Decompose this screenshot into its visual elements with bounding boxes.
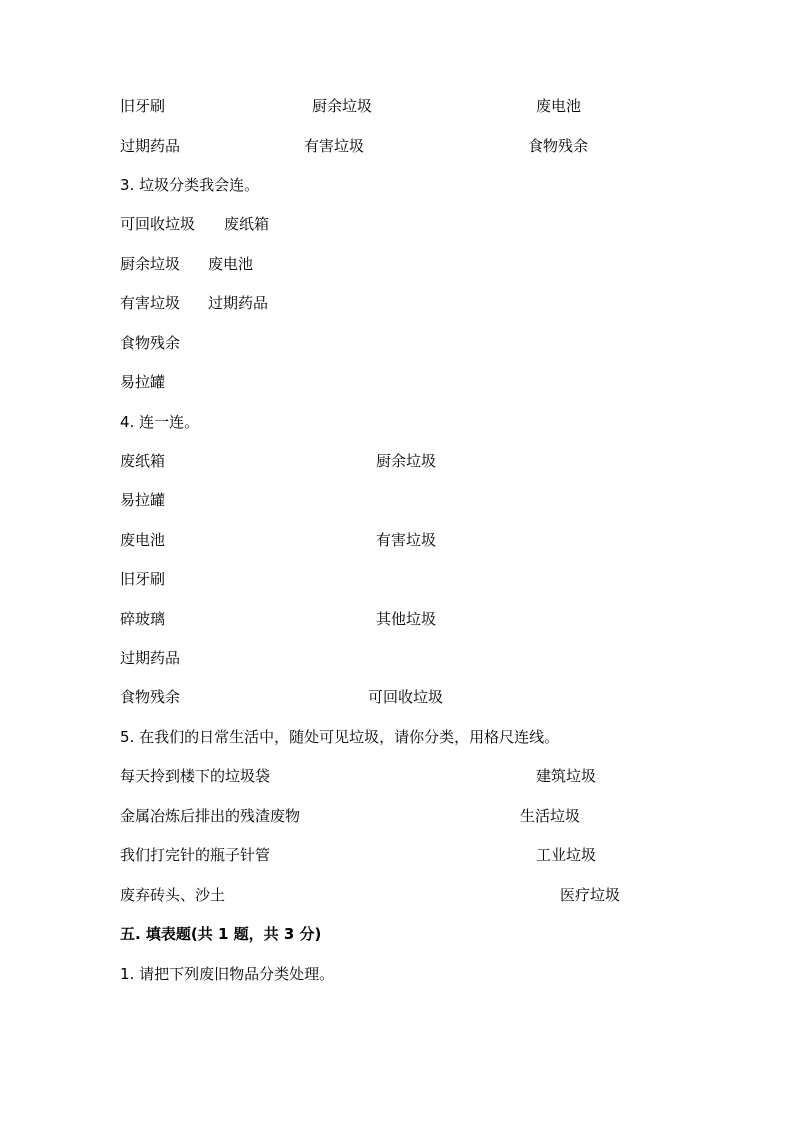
q5-right-2: 生活垃圾 bbox=[520, 807, 581, 825]
q4-right-1: 厨余垃圾 bbox=[376, 452, 437, 470]
q3-line-3-left: 有害垃圾 bbox=[120, 294, 181, 312]
q4-title: 4. 连一连。 bbox=[120, 413, 200, 431]
q4-right-2: 有害垃圾 bbox=[376, 531, 437, 549]
q4-left-2: 易拉罐 bbox=[120, 491, 166, 509]
q3-title: 3. 垃圾分类我会连。 bbox=[120, 176, 260, 194]
q5-right-3: 工业垃圾 bbox=[536, 846, 597, 864]
item-food-leftovers: 食物残余 bbox=[528, 137, 589, 155]
q4-right-4: 可回收垃圾 bbox=[368, 688, 444, 706]
q3-line-3-right: 过期药品 bbox=[208, 294, 269, 312]
q3-line-5: 易拉罐 bbox=[120, 373, 166, 391]
item-used-battery: 废电池 bbox=[536, 97, 582, 115]
q5-left-1: 每天拎到楼下的垃圾袋 bbox=[120, 767, 271, 785]
q4-left-5: 碎玻璃 bbox=[120, 610, 166, 628]
q4-left-3: 废电池 bbox=[120, 531, 166, 549]
q4-left-6: 过期药品 bbox=[120, 649, 181, 667]
q5-right-1: 建筑垃圾 bbox=[536, 767, 597, 785]
q4-left-7: 食物残余 bbox=[120, 688, 181, 706]
section-question-1: 1. 请把下列废旧物品分类处理。 bbox=[120, 965, 335, 983]
q5-left-4: 废弃砖头、沙土 bbox=[120, 886, 226, 904]
q5-title: 5. 在我们的日常生活中，随处可见垃圾，请你分类，用格尺连线。 bbox=[120, 728, 560, 746]
item-kitchen-waste: 厨余垃圾 bbox=[312, 97, 373, 115]
q5-right-4: 医疗垃圾 bbox=[560, 886, 621, 904]
q3-line-1-left: 可回收垃圾 bbox=[120, 215, 196, 233]
q3-line-1-right: 废纸箱 bbox=[224, 215, 270, 233]
section-heading: 五. 填表题(共 1 题，共 3 分) bbox=[120, 925, 322, 943]
q3-line-4: 食物残余 bbox=[120, 334, 181, 352]
item-expired-medicine: 过期药品 bbox=[120, 137, 181, 155]
q3-line-2-right: 废电池 bbox=[208, 255, 254, 273]
q5-left-3: 我们打完针的瓶子针管 bbox=[120, 846, 271, 864]
q5-left-2: 金属冶炼后排出的残渣废物 bbox=[120, 807, 301, 825]
q3-line-2-left: 厨余垃圾 bbox=[120, 255, 181, 273]
item-hazardous-waste: 有害垃圾 bbox=[304, 137, 365, 155]
q4-left-4: 旧牙刷 bbox=[120, 570, 166, 588]
q4-right-3: 其他垃圾 bbox=[376, 610, 437, 628]
item-old-toothbrush: 旧牙刷 bbox=[120, 97, 166, 115]
q4-left-1: 废纸箱 bbox=[120, 452, 166, 470]
